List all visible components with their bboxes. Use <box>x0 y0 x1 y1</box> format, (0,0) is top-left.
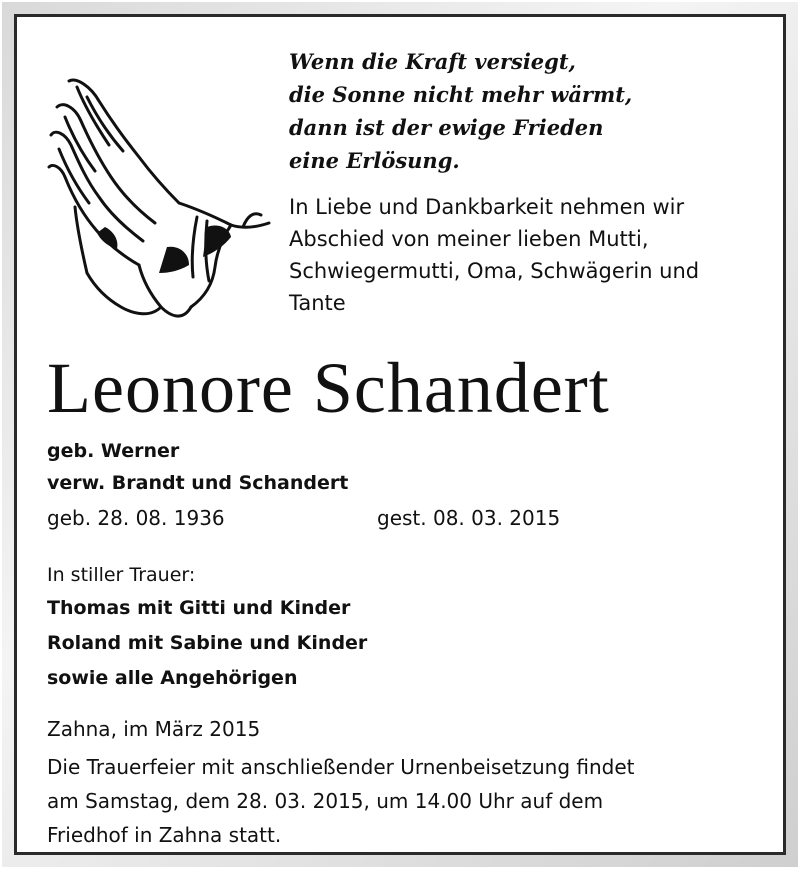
obituary-notice <box>14 14 786 855</box>
mourner-entry: sowie alle Angehörigen <box>47 667 298 689</box>
mourning-label: In stiller Trauer: <box>47 564 196 586</box>
ceremony-line: Die Trauerfeier mit anschließender Urnenbeisetzung findet <box>47 755 635 779</box>
motto-line: Wenn die Kraft versiegt, <box>289 49 576 74</box>
death-date: gest. 08. 03. 2015 <box>377 506 561 530</box>
motto-verse <box>289 45 769 177</box>
mourner-entry: Thomas mit Gitti und Kinder <box>47 597 351 619</box>
mourners-list <box>47 591 367 696</box>
ceremony-info <box>47 750 787 852</box>
widowed-names: verw. Brandt und Schandert <box>47 472 349 494</box>
motto-line: die Sonne nicht mehr wärmt, <box>289 82 633 107</box>
praying-hands-icon <box>47 77 272 327</box>
ceremony-line: am Samstag, dem 28. 03. 2015, um 14.00 Uhr auf dem <box>47 789 604 813</box>
deceased-name: Leonore Schandert <box>47 348 610 428</box>
intro-text <box>289 191 789 319</box>
intro-line: Tante <box>289 291 346 315</box>
mourner-entry: Roland mit Sabine und Kinder <box>47 632 368 654</box>
ceremony-line: Friedhof in Zahna statt. <box>47 823 282 847</box>
intro-line: Schwiegermutti, Oma, Schwägerin und <box>289 259 700 283</box>
motto-line: eine Erlösung. <box>289 148 460 173</box>
motto-line: dann ist der ewige Frieden <box>289 115 604 140</box>
place-date: Zahna, im März 2015 <box>47 717 261 741</box>
notice-frame <box>2 2 798 867</box>
maiden-name: geb. Werner <box>47 440 180 462</box>
birth-date: geb. 28. 08. 1936 <box>47 506 225 530</box>
intro-line: In Liebe und Dankbarkeit nehmen wir <box>289 195 685 219</box>
life-dates <box>47 501 767 535</box>
name-history <box>47 435 348 499</box>
intro-line: Abschied von meiner lieben Mutti, <box>289 227 649 251</box>
